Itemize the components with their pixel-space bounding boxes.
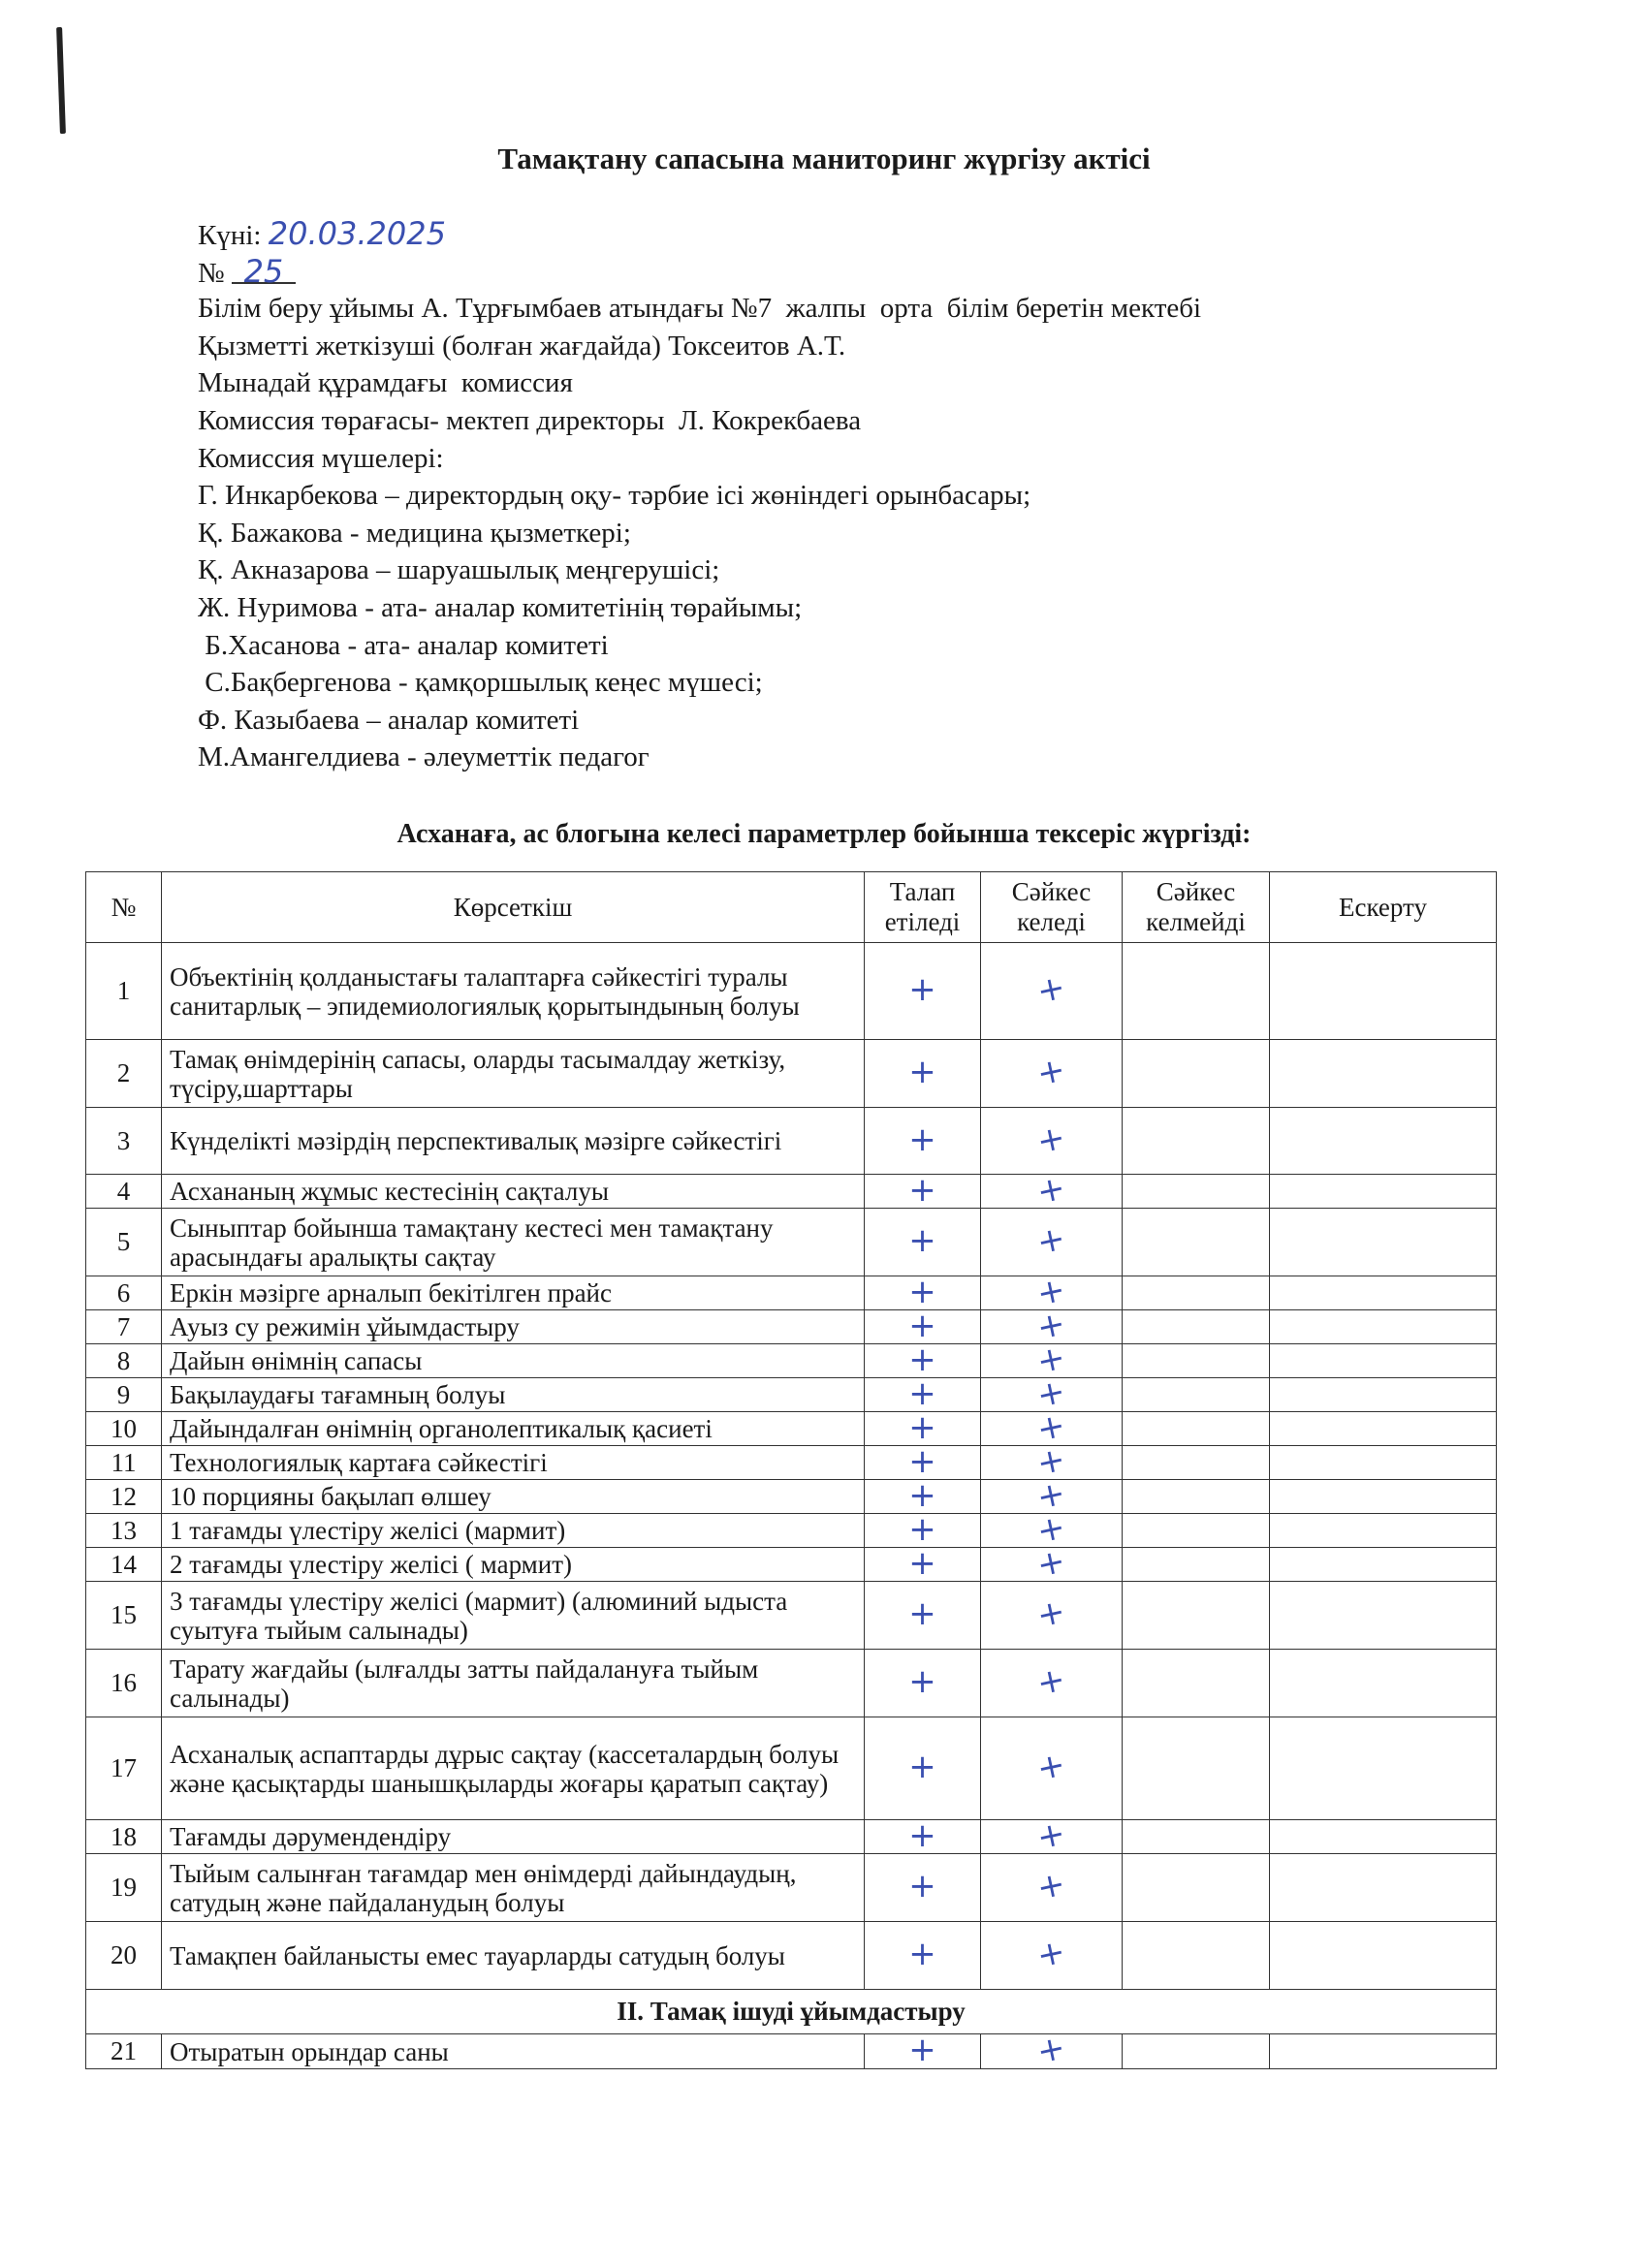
handwritten-plus-mark: + [908, 1407, 936, 1447]
row-required-mark [865, 1441, 981, 1481]
section-title: ІІ. Тамақ ішуді ұйымдастыру [86, 1990, 1497, 2034]
row-noncompliant-mark [1123, 1582, 1270, 1650]
row-noncompliant-mark [1123, 1854, 1270, 1922]
row-noncompliant-mark [1123, 943, 1270, 1040]
row-number: 16 [86, 1650, 162, 1717]
row-noncompliant-mark [1123, 1717, 1270, 1820]
row-number: 21 [86, 2034, 162, 2069]
row-required-mark [865, 1339, 981, 1379]
row-compliant-mark [981, 1303, 1123, 1348]
row-noncompliant-mark [1123, 1108, 1270, 1175]
info-line: Қызметті жеткізуші (болған жағдайда) Токсеитов А.Т. [198, 330, 846, 362]
row-number: 17 [86, 1717, 162, 1820]
row-compliant-mark [981, 1472, 1123, 1518]
handwritten-plus-mark: + [1033, 1864, 1069, 1908]
row-number: 5 [86, 1209, 162, 1276]
header-num: № [86, 872, 162, 943]
row-compliant-mark [981, 1404, 1123, 1450]
handwritten-plus-mark: + [908, 1509, 936, 1549]
row-required-mark [865, 1170, 981, 1210]
handwritten-plus-mark: + [908, 1221, 936, 1260]
table-row [86, 1480, 1497, 1514]
row-note [1270, 1378, 1497, 1412]
row-note [1270, 1717, 1497, 1820]
row-number: 4 [86, 1175, 162, 1209]
row-indicator: Дайын өнімнің сапасы [162, 1344, 865, 1378]
handwritten-plus-mark: + [1033, 1404, 1069, 1450]
info-line: Б.Хасанова - ата- аналар комитеті [198, 629, 609, 661]
row-number: 14 [86, 1548, 162, 1582]
header-required: Талап етіледі [865, 872, 981, 943]
handwritten-plus-mark: + [1033, 1812, 1069, 1858]
row-required-mark [865, 1543, 981, 1583]
handwritten-plus-mark: + [1033, 1506, 1069, 1552]
handwritten-plus-mark: + [908, 1053, 936, 1091]
row-compliant-mark [981, 1717, 1123, 1820]
table-row [86, 1582, 1497, 1650]
row-note [1270, 1514, 1497, 1548]
table-row [86, 1040, 1497, 1108]
row-number: 13 [86, 1514, 162, 1548]
row-required-mark [865, 1272, 981, 1311]
handwritten-plus-mark: + [908, 1441, 936, 1481]
row-noncompliant-mark [1123, 1922, 1270, 1990]
table-row [86, 1412, 1497, 1446]
row-compliant-mark [981, 1922, 1123, 1990]
row-note [1270, 943, 1497, 1040]
table-row [86, 1378, 1497, 1412]
row-indicator: Тамақпен байланысты емес тауарларды сатудың болуы [162, 1922, 865, 1990]
info-lines [198, 290, 1201, 776]
row-noncompliant-mark [1123, 1378, 1270, 1412]
row-noncompliant-mark [1123, 1209, 1270, 1276]
row-noncompliant-mark [1123, 1820, 1270, 1854]
handwritten-plus-mark: + [908, 1594, 936, 1633]
row-required-mark [865, 1815, 981, 1855]
row-number: 18 [86, 1820, 162, 1854]
row-note [1270, 2034, 1497, 2069]
handwritten-plus-mark: + [908, 1373, 936, 1413]
row-note [1270, 1412, 1497, 1446]
table-row [86, 1175, 1497, 1209]
handwritten-plus-mark: + [908, 1543, 936, 1583]
row-required-mark [865, 1108, 981, 1175]
row-compliant-mark [981, 1370, 1123, 1416]
row-required-mark [865, 1509, 981, 1549]
row-compliant-mark [981, 1438, 1123, 1484]
row-noncompliant-mark [1123, 1548, 1270, 1582]
info-line: Білім беру ұйымы А. Тұрғымбаев атындағы №7 жалпы орта білім беретін мектебі [198, 293, 1202, 325]
row-number: 2 [86, 1040, 162, 1108]
row-noncompliant-mark [1123, 2034, 1270, 2069]
row-indicator: Тағамды дәрумендендіру [162, 1820, 865, 1854]
row-note [1270, 1344, 1497, 1378]
row-compliant-mark [981, 943, 1123, 1040]
date-label: Күні: [198, 220, 262, 251]
row-noncompliant-mark [1123, 1514, 1270, 1548]
handwritten-plus-mark: + [1033, 1117, 1069, 1162]
table-row [86, 1446, 1497, 1480]
info-line: Г. Инкарбекова – директордың оқу- тәрбие ісі жөніндегі орынбасары; [198, 480, 1031, 512]
row-indicator: 2 тағамды үлестіру желісі ( мармит) [162, 1548, 865, 1582]
row-note [1270, 1175, 1497, 1209]
row-number: 9 [86, 1378, 162, 1412]
table-row [86, 1344, 1497, 1378]
row-indicator: Отыратын орындар саны [162, 2034, 865, 2069]
row-indicator: Асхананың жұмыс кестесінің сақталуы [162, 1175, 865, 1209]
handwritten-plus-mark: + [908, 1475, 936, 1515]
row-indicator: 3 тағамды үлестіру желісі (мармит) (алюминий ыдыста суытуға тыйым салынады) [162, 1582, 865, 1650]
handwritten-plus-mark: + [908, 1272, 936, 1311]
row-number: 7 [86, 1310, 162, 1344]
table-row [86, 1276, 1497, 1310]
handwritten-plus-mark: + [908, 970, 936, 1009]
row-compliant-mark [981, 1108, 1123, 1175]
info-line: С.Бақбергенова - қамқоршылық кеңес мүшесі; [198, 667, 763, 699]
table-row [86, 1820, 1497, 1854]
handwritten-plus-mark: + [1033, 1659, 1069, 1704]
handwritten-plus-mark: + [1033, 1269, 1069, 1314]
handwritten-plus-mark: + [908, 1748, 936, 1786]
handwritten-plus-mark: + [1033, 1745, 1069, 1789]
handwritten-plus-mark: + [908, 1935, 936, 1973]
row-note [1270, 1108, 1497, 1175]
row-noncompliant-mark [1123, 1276, 1270, 1310]
date-line [198, 215, 1201, 253]
handwritten-plus-mark: + [1033, 1303, 1069, 1348]
row-indicator: 10 порцияны бақылап өлшеу [162, 1480, 865, 1514]
row-indicator: Технологиялық картаға сәйкестігі [162, 1446, 865, 1480]
row-indicator: Тыйым салынған тағамдар мен өнімдерді дайындаудың, сатудың және пайдаланудың болуы [162, 1854, 865, 1922]
row-required-mark [865, 1209, 981, 1276]
info-line: Қ. Акназарова – шаруашылық меңгерушісі; [198, 554, 720, 586]
row-note [1270, 1922, 1497, 1990]
table-row [86, 1922, 1497, 1990]
row-indicator: Сыныптар бойынша тамақтану кестесі мен тамақтану арасындағы аралықты сақтау [162, 1209, 865, 1276]
row-indicator: Бақылаудағы тағамның болуы [162, 1378, 865, 1412]
row-required-mark [865, 1306, 981, 1345]
handwritten-plus-mark: + [1033, 1050, 1069, 1094]
row-compliant-mark [981, 1540, 1123, 1586]
handwritten-plus-mark: + [908, 1170, 936, 1210]
table-row [86, 1650, 1497, 1717]
info-line: Комиссия мүшелері: [198, 442, 444, 474]
header-compliant: Сәйкес келеді [981, 872, 1123, 943]
row-number: 8 [86, 1344, 162, 1378]
handwritten-plus-mark: + [1033, 1591, 1069, 1636]
handwritten-plus-mark: + [1033, 1472, 1069, 1518]
date-value-handwritten: 20.03.2025 [268, 215, 446, 252]
row-required-mark [865, 943, 981, 1040]
row-number: 1 [86, 943, 162, 1040]
row-note [1270, 1310, 1497, 1344]
row-number: 20 [86, 1922, 162, 1990]
row-note [1270, 1854, 1497, 1922]
handwritten-plus-mark: + [908, 1867, 936, 1906]
row-required-mark [865, 1475, 981, 1515]
row-compliant-mark [981, 1167, 1123, 1213]
row-noncompliant-mark [1123, 1310, 1270, 1344]
row-indicator: Тамақ өнімдерінің сапасы, оларды тасымалдау жеткізу, түсіру,шарттары [162, 1040, 865, 1108]
row-note [1270, 1650, 1497, 1717]
row-note [1270, 1480, 1497, 1514]
handwritten-plus-mark: + [1033, 1337, 1069, 1382]
info-line: Комиссия төрағасы- мектеп директоры Л. Кокрекбаева [198, 404, 862, 436]
table-row [86, 1548, 1497, 1582]
row-indicator: Күнделікті мәзірдің перспективалық мәзірге сәйкестігі [162, 1108, 865, 1175]
info-line: Ф. Казыбаева – аналар комитеті [198, 704, 580, 736]
handwritten-plus-mark: + [908, 2031, 936, 2069]
number-value-handwritten: 25 [243, 252, 284, 290]
row-compliant-mark [981, 2028, 1123, 2072]
table-row [86, 1310, 1497, 1344]
info-block [198, 215, 1201, 776]
row-compliant-mark [981, 1269, 1123, 1314]
handwritten-plus-mark: + [908, 1815, 936, 1855]
row-required-mark [865, 1040, 981, 1108]
handwritten-plus-mark: + [1033, 1218, 1069, 1263]
row-indicator: 1 тағамды үлестіру желісі (мармит) [162, 1514, 865, 1548]
row-indicator: Еркін мәзірге арналып бекітілген прайс [162, 1276, 865, 1310]
handwritten-plus-mark: + [1033, 2028, 1069, 2072]
handwritten-plus-mark: + [908, 1339, 936, 1379]
row-required-mark [865, 1717, 981, 1820]
row-note [1270, 1582, 1497, 1650]
document-title: Тамақтану сапасына маниторинг жүргізу актісі [497, 142, 1151, 175]
row-compliant-mark [981, 1650, 1123, 1717]
table-row [86, 1514, 1497, 1548]
row-required-mark [865, 1854, 981, 1922]
info-line: М.Амангелдиева - әлеуметтік педагог [198, 741, 650, 773]
row-compliant-mark [981, 1337, 1123, 1382]
row-noncompliant-mark [1123, 1040, 1270, 1108]
row-compliant-mark [981, 1582, 1123, 1650]
row-required-mark [865, 1922, 981, 1990]
row-required-mark [865, 1373, 981, 1413]
table-row [86, 1717, 1497, 1820]
row-required-mark [865, 1407, 981, 1447]
row-required-mark [865, 1582, 981, 1650]
number-line [198, 253, 1201, 291]
table-row [86, 1854, 1497, 1922]
row-note [1270, 1820, 1497, 1854]
table-row [86, 1108, 1497, 1175]
row-indicator: Ауыз су режимін ұйымдастыру [162, 1310, 865, 1344]
number-underline [232, 252, 296, 290]
handwritten-plus-mark: + [1033, 1540, 1069, 1586]
info-line: Қ. Бажакова - медицина қызметкері; [198, 517, 631, 549]
number-label: № [198, 257, 225, 289]
row-required-mark [865, 1650, 981, 1717]
table-row [86, 2034, 1497, 2069]
handwritten-plus-mark: + [1033, 1438, 1069, 1484]
row-number: 3 [86, 1108, 162, 1175]
row-number: 6 [86, 1276, 162, 1310]
row-noncompliant-mark [1123, 1650, 1270, 1717]
row-indicator: Дайындалған өнімнің органолептикалық қасиеті [162, 1412, 865, 1446]
header-noncompliant: Сәйкес келмейді [1123, 872, 1270, 943]
row-number: 10 [86, 1412, 162, 1446]
row-indicator: Объектінің қолданыстағы талаптарға сәйкестігі туралы санитарлық – эпидемиологиялық қорытындының болуы [162, 943, 865, 1040]
row-noncompliant-mark [1123, 1175, 1270, 1209]
row-note [1270, 1548, 1497, 1582]
row-required-mark [865, 2031, 981, 2069]
handwritten-plus-mark: + [1033, 1167, 1069, 1213]
info-line: Ж. Нуримова - ата- аналар комитетінің төрайымы; [198, 591, 803, 623]
row-number: 19 [86, 1854, 162, 1922]
header-note: Ескерту [1270, 872, 1497, 943]
handwritten-plus-mark: + [1033, 1932, 1069, 1976]
row-compliant-mark [981, 1506, 1123, 1552]
row-number: 12 [86, 1480, 162, 1514]
inspection-table [85, 871, 1497, 2072]
row-note [1270, 1446, 1497, 1480]
row-number: 11 [86, 1446, 162, 1480]
row-noncompliant-mark [1123, 1446, 1270, 1480]
handwritten-plus-mark: + [1033, 967, 1069, 1012]
row-note [1270, 1209, 1497, 1276]
table-body-section-2 [86, 2028, 1497, 2072]
table-header-row [86, 872, 1497, 943]
row-noncompliant-mark [1123, 1480, 1270, 1514]
row-number: 15 [86, 1582, 162, 1650]
table-row [86, 1209, 1497, 1276]
row-indicator: Асханалық аспаптарды дұрыс сақтау (кассеталардың болуы және қасықтарды шанышқыларды жоғары қаратып сақтау) [162, 1717, 865, 1820]
header-indicator: Көрсеткіш [162, 872, 865, 943]
info-line: Мынадай құрамдағы комиссия [198, 367, 573, 399]
table-body-section-1 [86, 943, 1497, 1990]
handwritten-plus-mark: + [908, 1119, 936, 1159]
scan-artifact-mark [56, 27, 66, 134]
row-compliant-mark [981, 1040, 1123, 1108]
row-compliant-mark [981, 1854, 1123, 1922]
row-noncompliant-mark [1123, 1344, 1270, 1378]
row-compliant-mark [981, 1812, 1123, 1858]
row-indicator: Тарату жағдайы (ылғалды затты пайдалануға тыйым салынады) [162, 1650, 865, 1717]
table-row [86, 943, 1497, 1040]
row-note [1270, 1040, 1497, 1108]
table-body-section-2-header [86, 1990, 1497, 2034]
row-noncompliant-mark [1123, 1412, 1270, 1446]
handwritten-plus-mark: + [908, 1662, 936, 1701]
table-subtitle: Асханаға, ас блогына келесі параметрлер бойынша тексеріс жүргізді: [396, 819, 1252, 849]
handwritten-plus-mark: + [1033, 1370, 1069, 1416]
row-note [1270, 1276, 1497, 1310]
section-row [86, 1990, 1497, 2034]
handwritten-plus-mark: + [908, 1306, 936, 1345]
row-compliant-mark [981, 1209, 1123, 1276]
